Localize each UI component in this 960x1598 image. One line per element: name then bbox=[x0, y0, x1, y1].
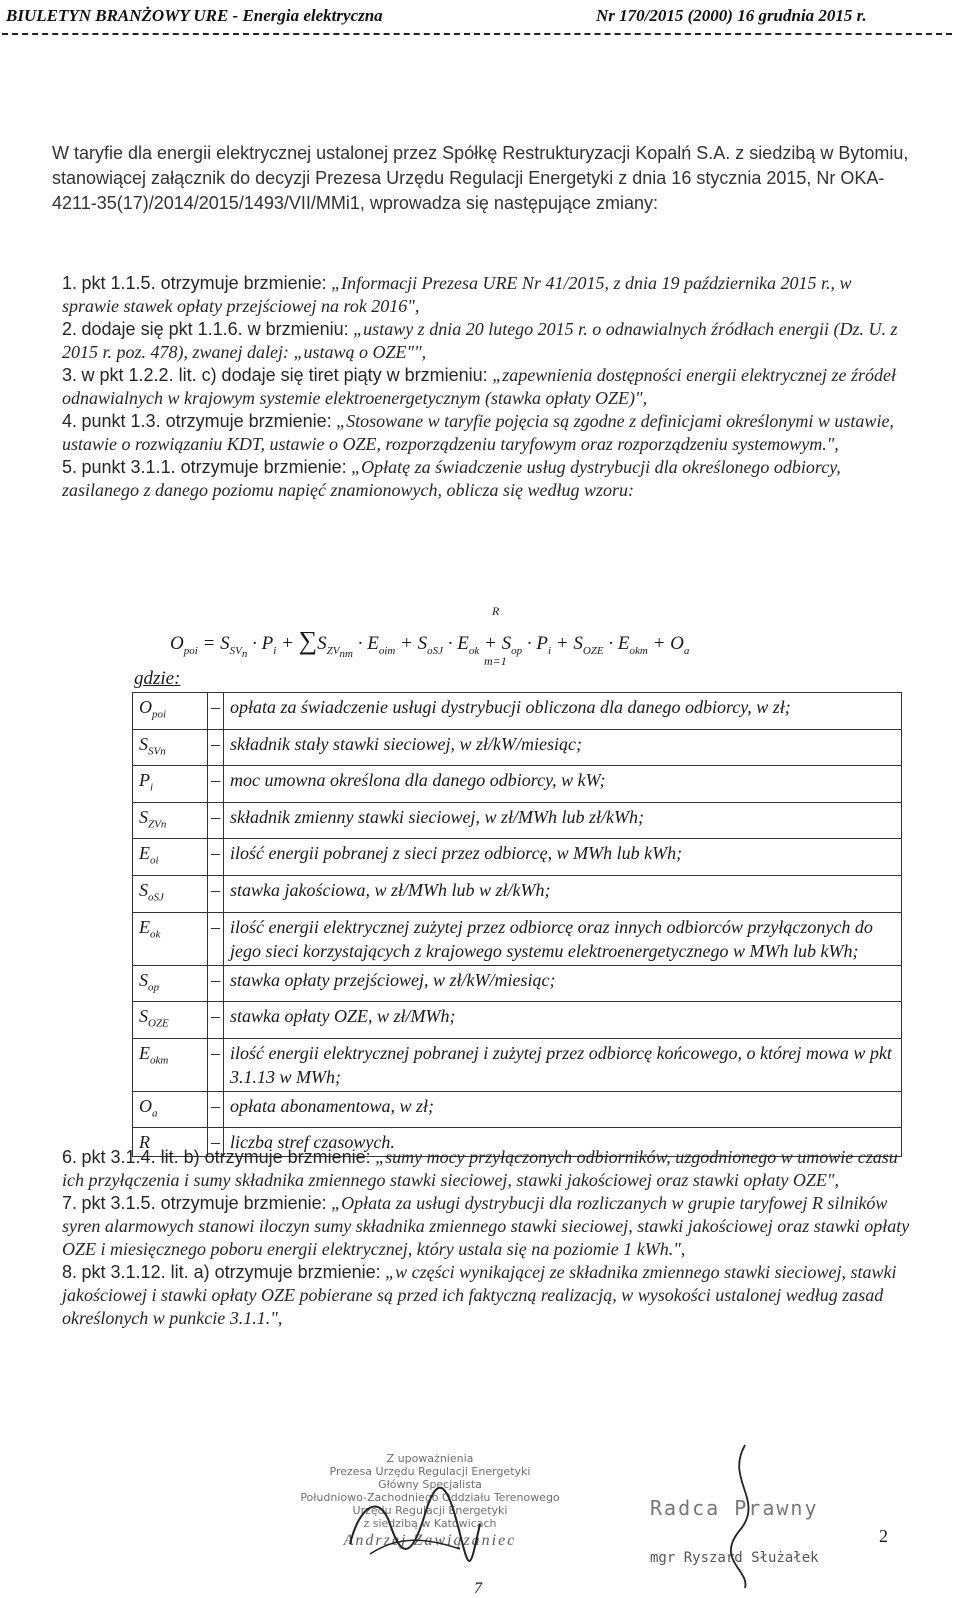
amendments-list-2 bbox=[62, 1146, 912, 1330]
table-row bbox=[133, 1002, 902, 1039]
table-row bbox=[133, 802, 902, 839]
table-row bbox=[133, 729, 902, 766]
item-number: 8. bbox=[62, 1262, 78, 1282]
legal-counsel-stamp: Radca Prawny bbox=[650, 1496, 819, 1520]
intro-paragraph: W taryfie dla energii elektrycznej ustalonej przez Spółkę Restrukturyzacji Kopalń S.A. z siedzibą w Bytomiu, stanowiącej załącznik do decyzji Prezesa Urzędu Regulacji Energetyki z dnia 16 stycznia 2015, Nr OKA-4211-35(17)/2014/2015/1493/VII/MMi1, wprowadza się następujące zmiany: bbox=[52, 143, 909, 213]
symbol-cell: R bbox=[133, 1128, 208, 1157]
legal-counsel-name: mgr Ryszard Służałek bbox=[650, 1550, 819, 1566]
table-row bbox=[133, 1091, 902, 1128]
handwritten-signature bbox=[330, 1484, 490, 1574]
item-text: „Opłata za usługi dystrybucji dla rozliczanych w grupie taryfowej R silników syren alarmowych stanowi iloczyn sumy składnika zmiennego stawki sieciowej, stawki jakościowej oraz stawki opłaty OZE i miesięcznego poboru energii elektrycznej, który ustala się na poziomie 1 kWh.", bbox=[62, 1193, 910, 1259]
sum-lower-limit: m=1 bbox=[484, 654, 507, 668]
definition-cell: stawka jakościowa, w zł/MWh lub w zł/kWh; bbox=[224, 875, 902, 912]
symbol-cell: $S_{SVn}$ bbox=[133, 729, 208, 766]
symbol-cell: $S_{oSJ}$ bbox=[133, 875, 208, 912]
dash-cell: – bbox=[208, 912, 224, 965]
dash-cell: – bbox=[208, 1128, 224, 1157]
definition-cell: ilość energii pobranej z sieci przez odbiorcę, w MWh lub kWh; bbox=[224, 839, 902, 876]
list-item bbox=[62, 1261, 912, 1330]
definition-cell: liczba stref czasowych. bbox=[224, 1128, 902, 1157]
list-item bbox=[62, 456, 912, 502]
handwritten-number: 7 bbox=[474, 1580, 482, 1597]
dash-cell: – bbox=[208, 1091, 224, 1128]
item-text: „sumy mocy przyłączonych odbiorników, uzgodnionego w umowie czasu ich przyłączenia i sumy składnika zmiennego stawki sieciowej, stawki jakościowej oraz stawki opłaty OZE", bbox=[62, 1147, 898, 1190]
definition-cell: opłata za świadczenie usługi dystrybucji obliczona dla danego odbiorcy, w zł; bbox=[224, 693, 902, 730]
definition-cell: składnik stały stawki sieciowej, w zł/kW/miesiąc; bbox=[224, 729, 902, 766]
page-number: 2 bbox=[879, 1526, 888, 1546]
header-divider bbox=[2, 33, 952, 35]
formula-expression: $O_{poi} = S_{SV_n} \cdot P_i + \sum S_{ZV_{nm}} \cdot E_{oim} + S_{oSJ} \cdot E_{ok} + S_{op} \cdot P_i + S_{OZE} \cdot E_{okm} + O_a$ bbox=[170, 626, 690, 660]
item-number: 2. bbox=[62, 319, 78, 339]
item-lead: pkt 3.1.12. lit. a) otrzymuje brzmienie: bbox=[81, 1262, 381, 1282]
stamp-line: Urzędu Regulacji Energetyki bbox=[352, 1504, 508, 1517]
item-number: 7. bbox=[62, 1193, 78, 1213]
stamp-line: Z upoważnienia bbox=[386, 1452, 474, 1465]
definition-cell: stawka opłaty przejściowej, w zł/kW/miesiąc; bbox=[224, 965, 902, 1002]
symbol-cell: $S_{op}$ bbox=[133, 965, 208, 1002]
stamp-line: Południowo-Zachodniego Oddziału Terenowego bbox=[300, 1491, 560, 1504]
dash-cell: – bbox=[208, 802, 224, 839]
dash-cell: – bbox=[208, 693, 224, 730]
amendments-list-1 bbox=[62, 272, 912, 502]
dash-cell: – bbox=[208, 965, 224, 1002]
list-item bbox=[62, 1146, 912, 1192]
item-text: „Informacji Prezesa URE Nr 41/2015, z dnia 19 października 2015 r., w sprawie stawek opłaty przejściowej na rok 2016", bbox=[62, 273, 852, 316]
symbol-cell: $O_{poi}$ bbox=[133, 693, 208, 730]
stamp-line: Główny Specjalista bbox=[378, 1478, 482, 1491]
list-item bbox=[62, 318, 912, 364]
stamp-signatory-name: Andrzej Zawiązaniec bbox=[343, 1532, 517, 1549]
item-number: 4. bbox=[62, 411, 78, 431]
list-item bbox=[62, 410, 912, 456]
symbol-cell: $E_{ok}$ bbox=[133, 912, 208, 965]
where-label: gdzie: bbox=[134, 668, 181, 689]
sum-upper-limit: R bbox=[492, 604, 500, 618]
table-row bbox=[133, 1038, 902, 1091]
definition-cell: moc umowna określona dla danego odbiorcy, w kW; bbox=[224, 766, 902, 803]
table-row bbox=[133, 839, 902, 876]
tariff-formula bbox=[170, 604, 870, 668]
item-lead: pkt 1.1.5. otrzymuje brzmienie: bbox=[81, 273, 327, 293]
handwritten-signature bbox=[715, 1440, 775, 1590]
definition-cell: składnik zmienny stawki sieciowej, w zł/MWh lub zł/kWh; bbox=[224, 802, 902, 839]
dash-cell: – bbox=[208, 729, 224, 766]
definition-cell: stawka opłaty OZE, w zł/MWh; bbox=[224, 1002, 902, 1039]
table-row bbox=[133, 912, 902, 965]
item-lead: punkt 3.1.1. otrzymuje brzmienie: bbox=[81, 457, 347, 477]
symbol-cell: $E_{oi}$ bbox=[133, 839, 208, 876]
definition-cell: opłata abonamentowa, w zł; bbox=[224, 1091, 902, 1128]
stamp-line: z siedzibą w Katowicach bbox=[363, 1517, 497, 1530]
item-text: „Stosowane w taryfie pojęcia są zgodne z definicjami określonymi w ustawie, ustawie o rozwiązaniu KDT, ustawie o OZE, rozporządzeniu taryfowym oraz rozporządzeniu systemowym.", bbox=[62, 411, 894, 454]
symbol-cell: $E_{okm}$ bbox=[133, 1038, 208, 1091]
item-text: „ustawy z dnia 20 lutego 2015 r. o odnawialnych źródłach energii (Dz. U. z 2015 r. poz. 478), zwanej dalej: „ustawą o OZE"", bbox=[62, 319, 898, 362]
definition-cell: ilość energii elektrycznej pobranej i zużytej przez odbiorcę końcowego, o której mowa w pkt 3.1.13 w MWh; bbox=[224, 1038, 902, 1091]
list-item bbox=[62, 1192, 912, 1261]
item-lead: pkt 3.1.5. otrzymuje brzmienie: bbox=[81, 1193, 327, 1213]
item-lead: dodaje się pkt 1.1.6. w brzmieniu: bbox=[81, 319, 349, 339]
symbol-definitions-table bbox=[132, 692, 902, 1157]
list-item bbox=[62, 272, 912, 318]
symbol-cell: $O_a$ bbox=[133, 1091, 208, 1128]
symbol-cell: $P_i$ bbox=[133, 766, 208, 803]
item-lead: w pkt 1.2.2. lit. c) dodaje się tiret piąty w brzmieniu: bbox=[81, 365, 488, 385]
table-row bbox=[133, 965, 902, 1002]
item-lead: pkt 3.1.4. lit. b) otrzymuje brzmienie: bbox=[81, 1147, 371, 1167]
dash-cell: – bbox=[208, 875, 224, 912]
list-item bbox=[62, 364, 912, 410]
item-text: „zapewnienia dostępności energii elektrycznej ze źródeł odnawialnych w krajowym systemie elektroenergetycznym (stawka opłaty OZE)", bbox=[62, 365, 896, 408]
table-row bbox=[133, 693, 902, 730]
header-issue: Nr 170/2015 (2000) 16 grudnia 2015 r. bbox=[596, 6, 867, 25]
dash-cell: – bbox=[208, 1002, 224, 1039]
table-row bbox=[133, 766, 902, 803]
item-number: 5. bbox=[62, 457, 78, 477]
item-number: 1. bbox=[62, 273, 78, 293]
symbol-cell: $S_{ZVn}$ bbox=[133, 802, 208, 839]
stamp-line: Prezesa Urzędu Regulacji Energetyki bbox=[329, 1465, 531, 1478]
dash-cell: – bbox=[208, 766, 224, 803]
item-lead: punkt 1.3. otrzymuje brzmienie: bbox=[81, 411, 332, 431]
table-row bbox=[133, 875, 902, 912]
item-number: 3. bbox=[62, 365, 78, 385]
header-title: BIULETYN BRANŻOWY URE - Energia elektryczna bbox=[6, 6, 383, 25]
definition-cell: ilość energii elektrycznej zużytej przez odbiorcę oraz innych odbiorców przyłączonych do jego sieci korzystających z krajowego systemu elektroenergetycznego w MWh lub kWh; bbox=[224, 912, 902, 965]
item-number: 6. bbox=[62, 1147, 78, 1167]
item-text: „Opłatę za świadczenie usług dystrybucji dla określonego odbiorcy, zasilanego z danego poziomu napięć znamionowych, oblicza się według wzoru: bbox=[62, 457, 841, 500]
item-text: „w części wynikającej ze składnika zmiennego stawki sieciowej, stawki jakościowej i stawki opłaty OZE pobierane są przed ich faktyczną realizacją, w wysokości ustalonej według zasad określonych w punkcie 3.1.1.", bbox=[62, 1262, 897, 1328]
dash-cell: – bbox=[208, 839, 224, 876]
dash-cell: – bbox=[208, 1038, 224, 1091]
symbol-cell: $S_{OZE}$ bbox=[133, 1002, 208, 1039]
